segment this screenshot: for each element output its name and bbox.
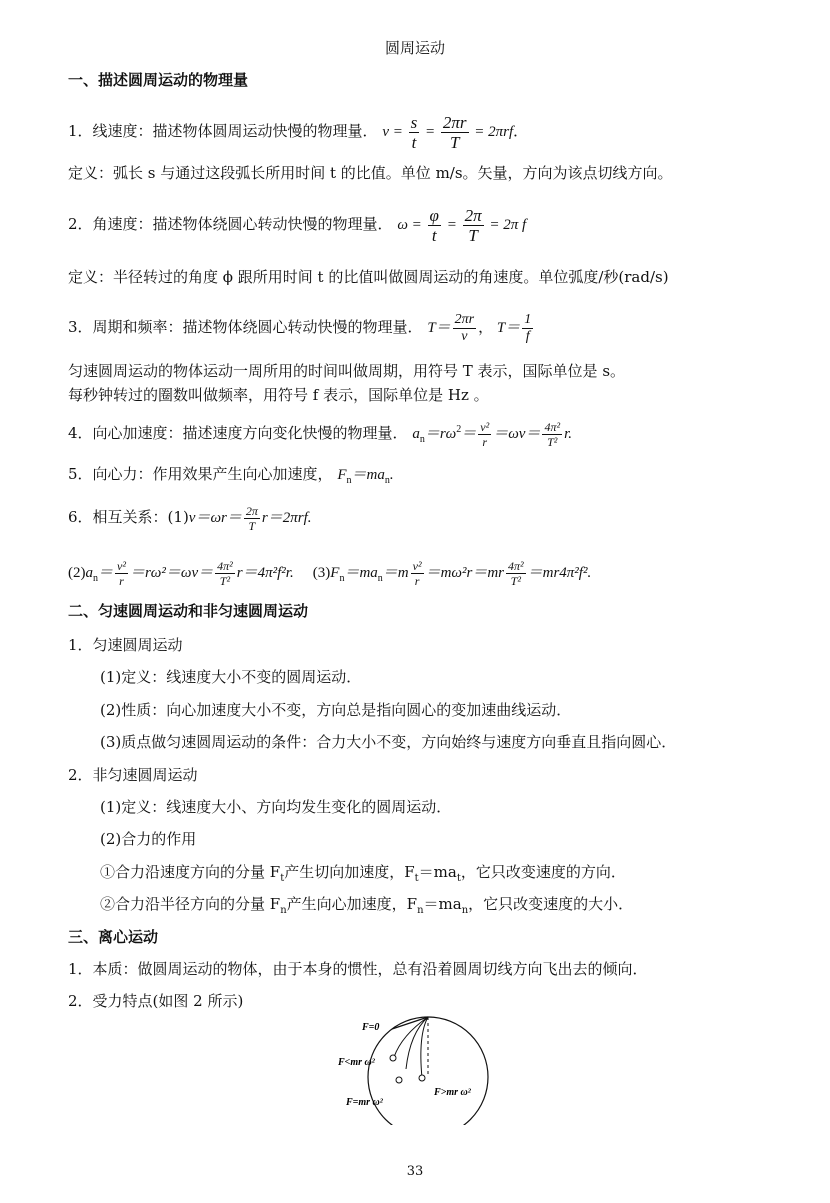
uniform-property: (2)性质：向心加速度大小不变，方向总是指向圆心的变加速曲线运动．: [100, 701, 572, 719]
fraction-1-f: $\frac{1}{f}$: [524, 312, 532, 344]
label-f0: F=0: [362, 1022, 380, 1033]
angular-speed-definition: 定义：半径转过的角度 ϕ 跟所用时间 t 的比值叫做圆周运动的角速度。单位弧度/秒(rad/s): [68, 268, 669, 286]
frequency-definition: 每秒钟转过的圈数叫做频率，用符号 f 表示，国际单位是 Hz 。: [68, 386, 489, 404]
centripetal-acceleration-formula: $a_n=r\omega^2=$ $\frac{\text{v²}}{r}$ ＝ωv＝ $\frac{\text{4π²}}{\text{T²}}$ r.: [412, 420, 573, 449]
nonuniform-definition: (1)定义：线速度大小、方向均发生变化的圆周运动．: [100, 798, 452, 816]
centripetal-force-formula: $F_n=ma_n$.: [337, 467, 394, 486]
angular-speed-line: [68, 207, 526, 244]
particle-less: [390, 1055, 396, 1061]
relation-formula-3: $(3)F_n=ma_n=m$ $\frac{\text{v²}}{r}$ ＝mω²r＝mr $\frac{\text{4π²}}{\text{T²}}$ ＝mr4π²f².: [312, 559, 592, 588]
section3-heading: 三、离心运动: [68, 928, 159, 946]
nonuniform-circular-motion-title: 2．非匀速圆周运动: [68, 766, 198, 784]
uniform-circular-motion-title: 1．匀速圆周运动: [68, 636, 183, 654]
relation-line: 6．相互关系：(1)v＝ωr＝ $\frac{2\pi}{T}$ r＝2πrf.: [68, 504, 312, 533]
label-equal: F=mr ω²: [346, 1097, 383, 1108]
linear-speed-label: 1．线速度：描述物体圆周运动快慢的物理量．: [68, 121, 378, 140]
period-label: 3．周期和频率：描述物体绕圆心转动快慢的物理量．: [68, 317, 423, 336]
fraction-phi-t: $\frac{\varphi}{t}$: [429, 206, 439, 245]
centrifugal-diagram: [330, 1015, 500, 1125]
label-greater: F>mr ω²: [434, 1087, 471, 1098]
page-number: 33: [406, 1164, 424, 1179]
centrifugal-force-feature: 2．受力特点(如图 2 所示): [68, 992, 244, 1010]
fraction-2pir-v: $\frac{2\pi r}{v}$: [454, 312, 475, 344]
label-less: F<mr ω²: [338, 1057, 375, 1068]
radial-component: ②合力沿半径方向的分量 $F_n$产生向心加速度，$F_n=ma_n$，它只改变速度的大小．: [100, 895, 634, 916]
angular-speed-formula: ω = $\frac{\varphi}{t}$ = $\frac{2\pi}{T}$ = 2π f: [397, 206, 527, 245]
relation-formula-1: v＝ωr＝ $\frac{2\pi}{T}$ r＝2πrf.: [188, 504, 312, 533]
particle-greater: [419, 1075, 425, 1081]
angular-speed-label: 2．角速度：描述物体绕圆心转动快慢的物理量．: [68, 214, 393, 233]
tangential-component: ①合力沿速度方向的分量 $F_t$产生切向加速度，$F_t=ma_t$，它只改变速度的方向．: [100, 863, 626, 884]
fraction-s-t: $\frac{s}{t}$: [410, 113, 418, 152]
fraction-2pi-T: $\frac{2\pi}{T}$: [464, 206, 482, 245]
linear-speed-formula: v = $\frac{s}{t}$ = $\frac{2\pi r}{T}$ = 2πrf．: [382, 113, 529, 152]
linear-speed-line: [68, 114, 528, 151]
section1-heading: 一、描述圆周运动的物理量: [68, 71, 249, 89]
net-force-role: (2)合力的作用: [100, 830, 197, 848]
relation-formula-2: $(2)a_n=$ $\frac{\text{v²}}{r}$ ＝rω²＝ωv＝ $\frac{\text{4π²}}{\text{T²}}$ r＝4π²f²r.: [68, 559, 294, 588]
relation-line-2: [68, 560, 591, 587]
particle-equal: [396, 1077, 402, 1083]
trajectory-greater: [421, 1017, 428, 1078]
uniform-condition: (3)质点做匀速圆周运动的条件：合力大小不变，方向始终与速度方向垂直且指向圆心．: [100, 733, 677, 751]
centrifugal-essence: 1．本质：做圆周运动的物体，由于本身的惯性，总有沿着圆周切线方向飞出去的倾向．: [68, 960, 648, 978]
centripetal-force-line: 5．向心力：作用效果产生向心加速度， $F_n=ma_n$.: [68, 465, 394, 486]
linear-speed-definition: 定义：弧长 s 与通过这段弧长所用时间 t 的比值。单位 m/s。矢量，方向为该点切线方向。: [68, 164, 673, 182]
period-formula: T＝ $\frac{2\pi r}{v}$ ， T＝ $\frac{1}{f}$: [427, 312, 532, 344]
fraction-2pir-T: $\frac{2\pi r}{T}$: [442, 113, 467, 152]
page-title: 圆周运动: [384, 39, 445, 57]
centripetal-acceleration-line: 4．向心加速度：描述速度方向变化快慢的物理量． $a_n=r\omega^2=$ $\frac{\text{v²}}{r}$ ＝ωv＝ $\frac{\text{4π²}}{\text{T²}}$ r.: [68, 420, 573, 449]
section2-heading: 二、匀速圆周运动和非匀速圆周运动: [68, 602, 309, 620]
uniform-definition: (1)定义：线速度大小不变的圆周运动．: [100, 668, 362, 686]
period-definition: 匀速圆周运动的物体运动一周所用的时间叫做周期，用符号 T 表示，国际单位是 s。: [68, 362, 626, 380]
period-line: [68, 313, 535, 344]
